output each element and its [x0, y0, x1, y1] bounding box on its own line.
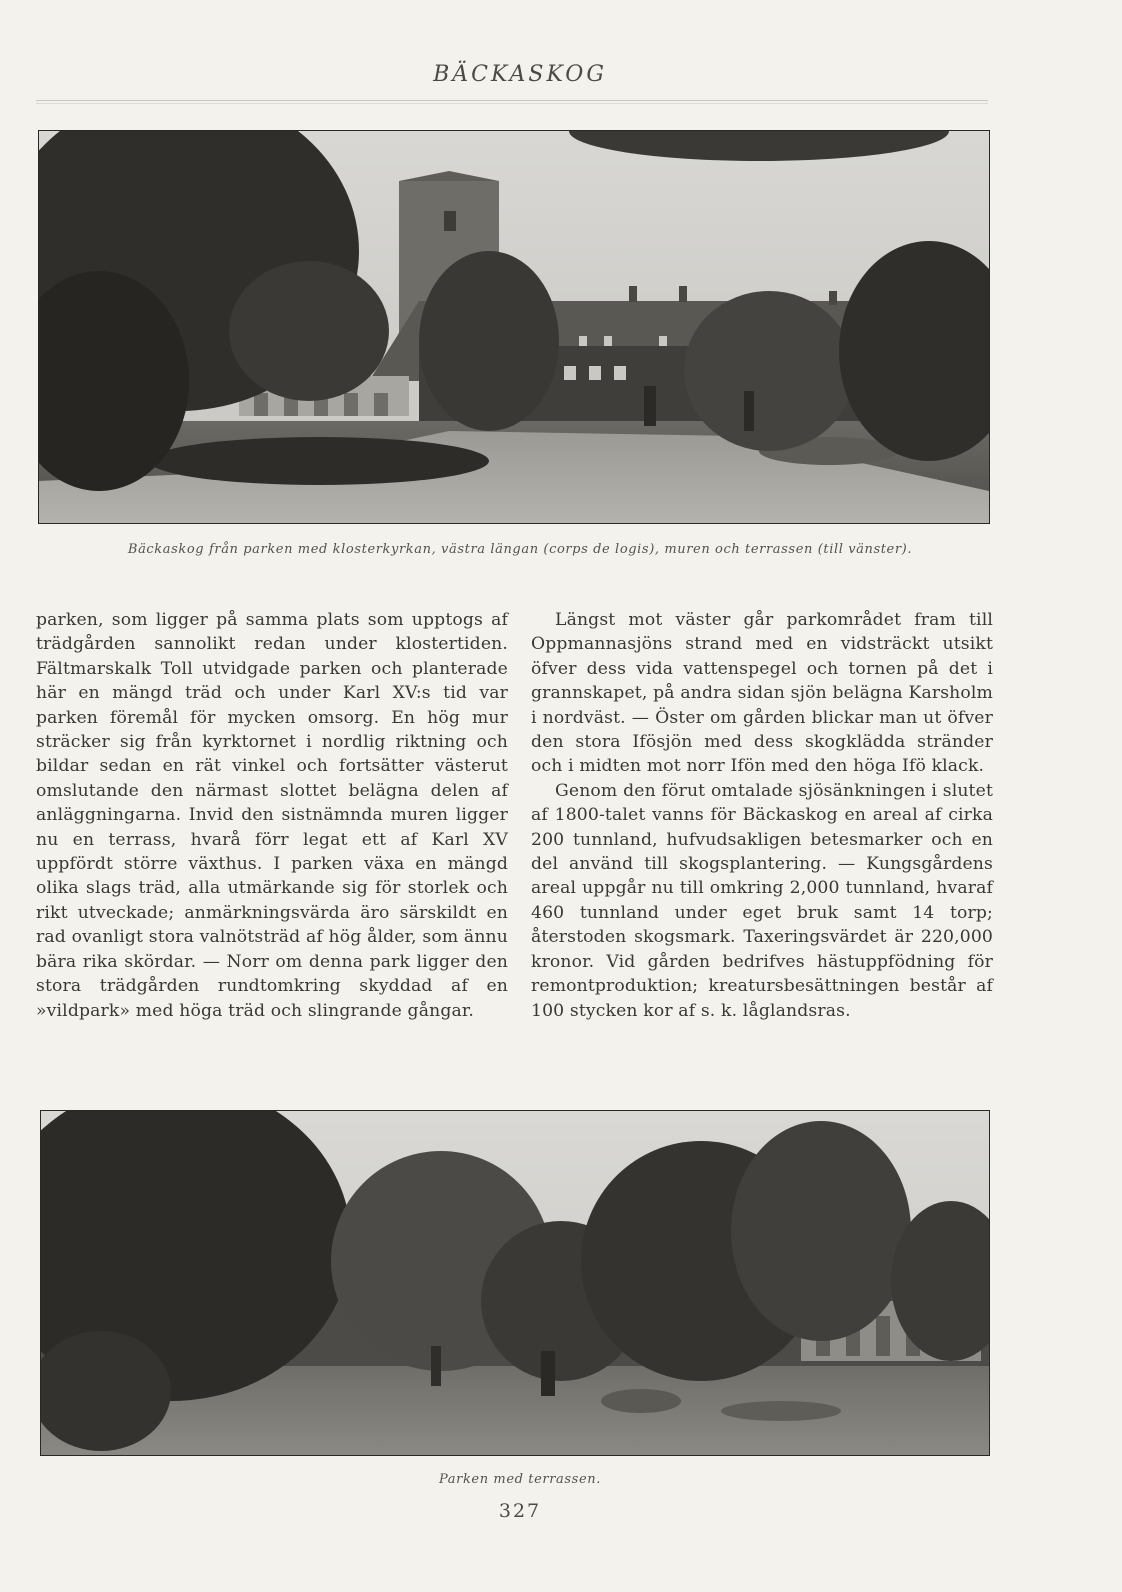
header-rule-secondary	[36, 103, 988, 104]
figure-caption-bottom: Parken med terrassen.	[439, 1472, 601, 1487]
photo-park-with-terrace-image	[41, 1111, 989, 1455]
running-head: BÄCKASKOG	[433, 62, 607, 87]
paragraph-left: parken, som ligger på samma plats som upptogs af trädgården sannolikt redan under klostertiden. Fältmarskalk Toll utvidgade parken och planterade här en mängd träd och under Karl XV:s tid var parken föremål för mycken omsorg. En hög mur sträcker sig från kyrktornet i nordlig riktning och bildar sedan en rät vinkel och fortsätter västerut omslutande den närmast slottet belägna delen af anläggningarna. Invid den sistnämnda muren ligger nu en terrass, hvarå förr legat ett af Karl XV uppfördt större växthus. I parken växa en mängd olika slags träd, alla utmärkande sig för storlek och rikt utveckade; anmärkningsvärda äro särskildt en rad ovanligt stora valnötsträd af hög ålder, som ännu bära rika skördar. — Norr om denna park ligger den stora trädgården rundtomkring skyddad af en »vildpark» med höga träd och slingrande gångar.	[36, 610, 508, 1021]
header-rule	[36, 100, 988, 101]
paragraph-right-1: Längst mot väster går parkområdet fram till Oppmannasjöns strand med en vidsträckt utsikt öfver dess vida vattenspegel och tornen på det i grannskapet, på andra sidan sjön belägna Karsholm i nordväst. — Öster om gården blickar man ut öfver den stora Ifösjön med dess skogklädda stränder och i midten mot norr Ifön med den höga Ifö klack.	[531, 610, 993, 777]
paragraph-right-2: Genom den förut omtalade sjösänkningen i slutet af 1800-talet vanns för Bäckaskog en areal af cirka 200 tunnland, hufvudsakligen betesmarker och en del använd till skogsplantering. — Kungsgårdens areal uppgår nu till omkring 2,000 tunnland, hvaraf 460 tunnland under eget bruk samt 14 torp; återstoden skogsmark. Taxeringsvärdet är 220,000 kronor. Vid gården bedrifves hästuppfödning för remontproduktion; kreatursbesättningen består af 100 stycken kor af s. k. låglandsras.	[531, 780, 993, 1021]
figure-caption-top: Bäckaskog från parken med klosterkyrkan, västra längan (corps de logis), muren och terrassen (till vänster).	[127, 542, 913, 557]
photo-park-with-terrace	[40, 1110, 990, 1456]
photo-castle-from-park-image	[39, 131, 989, 523]
text-column-right	[531, 608, 993, 1023]
photo-castle-from-park	[38, 130, 990, 524]
page-number: 327	[498, 1500, 542, 1522]
text-column-left	[36, 608, 508, 1023]
